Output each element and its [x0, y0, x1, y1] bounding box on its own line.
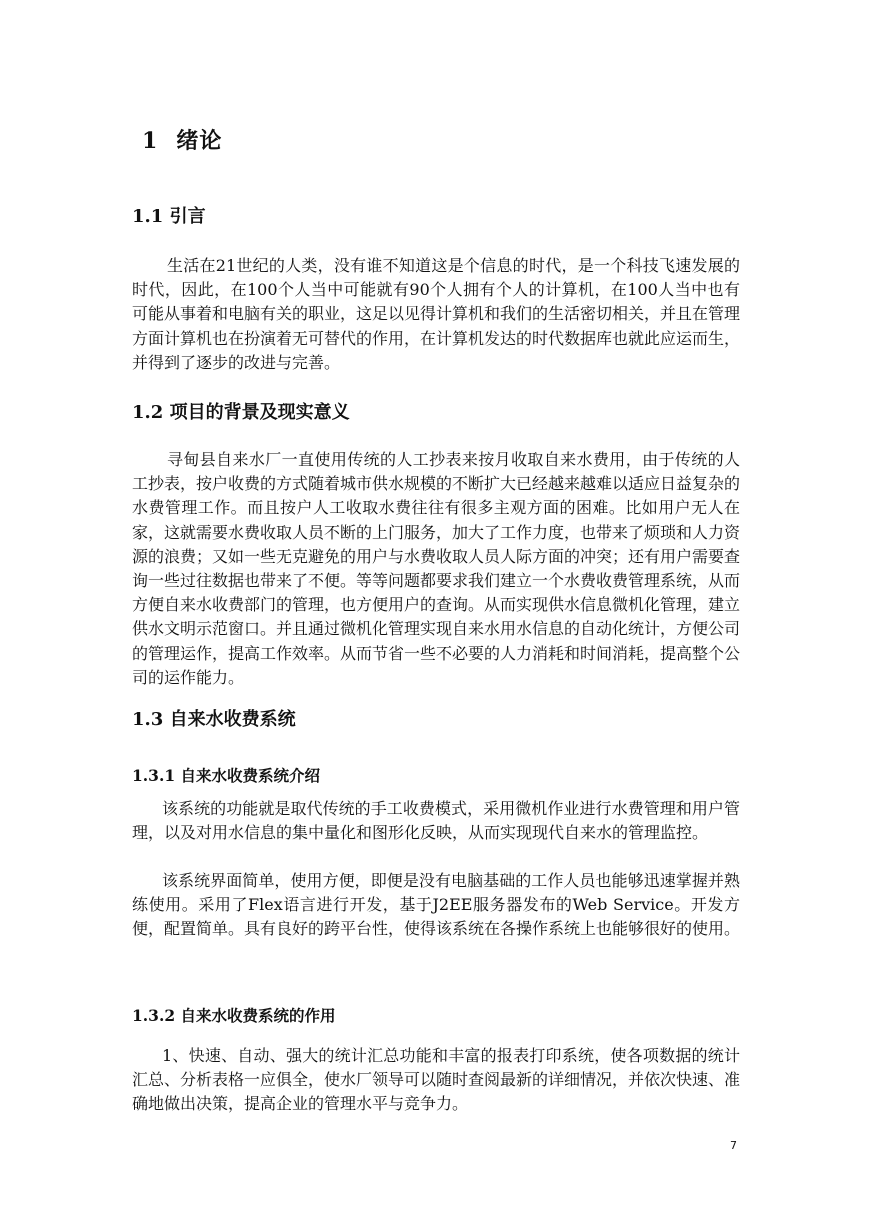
section-1-3-1-paragraph-2: 该系统界面简单，使用方便，即便是没有电脑基础的工作人员也能够迅速掌握并熟练使用。采用了Flex语言进行开发，基于J2EE服务器发布的Web Service。开发方便，配置简单。具有良好的跨平台性，使得该系统在各操作系统上也能够很好的使用。: [132, 871, 741, 939]
section-heading-1-3-1: 1.3.1 自来水收费系统介绍: [132, 766, 321, 785]
section-1-2-paragraph: 寻甸县自来水厂一直使用传统的人工抄表来按月收取自来水费用，由于传统的人工抄表，按户收费的方式随着城市供水规模的不断扩大已经越来越难以适应日益复杂的水费管理工作。而且按户人工收取水费往往有很多主观方面的困难。比如用户无人在家，这就需要水费收取人员不断的上门服务，加大了工作力度，也带来了烦琐和人力资源的浪费；又如一些无克避免的用户与水费收取人员人际方面的冲突；还有用户需要查询一些过往数据也带来了不便。等等问题都要求我们建立一个水费收费管理系统，从而方便自来水收费部门的管理，也方便用户的查询。从而实现供水信息微机化管理，建立供水文明示范窗口。并且通过微机化管理实现自来水用水信息的自动化统计，方便公司的管理运作，提高工作效率。从而节省一些不必要的人力消耗和时间消耗，提高整个公司的运作能力。: [132, 450, 741, 687]
section-heading-1-1: 1.1 引言: [132, 206, 206, 227]
section-1-3-1-paragraph-1: 该系统的功能就是取代传统的手工收费模式，采用微机作业进行水费管理和用户管理，以及对用水信息的集中量化和图形化反映，从而实现现代自来水的管理监控。: [132, 799, 740, 843]
section-heading-1-3: 1.3 自来水收费系统: [132, 709, 296, 730]
section-1-3-2-paragraph-1: 1、快速、自动、强大的统计汇总功能和丰富的报表打印系统，使各项数据的统计汇总、分析表格一应俱全，使水厂领导可以随时查阅最新的详细情况，并依次快速、准确地做出决策，提高企业的管理水平与竞争力。: [132, 1046, 741, 1114]
section-1-1-paragraph: 生活在21世纪的人类，没有谁不知道这是个信息的时代，是一个科技飞速发展的时代，因此，在100个人当中可能就有90个人拥有个人的计算机，在100人当中也有可能从事着和电脑有关的职业，这足以见得计算机和我们的生活密切相关，并且在管理方面计算机也在扮演着无可替代的作用，在计算机发达的时代数据库也就此应运而生，并得到了逐步的改进与完善。: [132, 256, 741, 372]
page-number: 7: [730, 1139, 737, 1152]
section-heading-1-2: 1.2 项目的背景及现实意义: [132, 402, 350, 423]
chapter-title: [142, 124, 222, 155]
chapter-title-text: 绪论: [176, 128, 223, 154]
section-heading-1-3-2: 1.3.2 自来水收费系统的作用: [132, 1006, 336, 1025]
chapter-number: 1: [142, 128, 159, 154]
